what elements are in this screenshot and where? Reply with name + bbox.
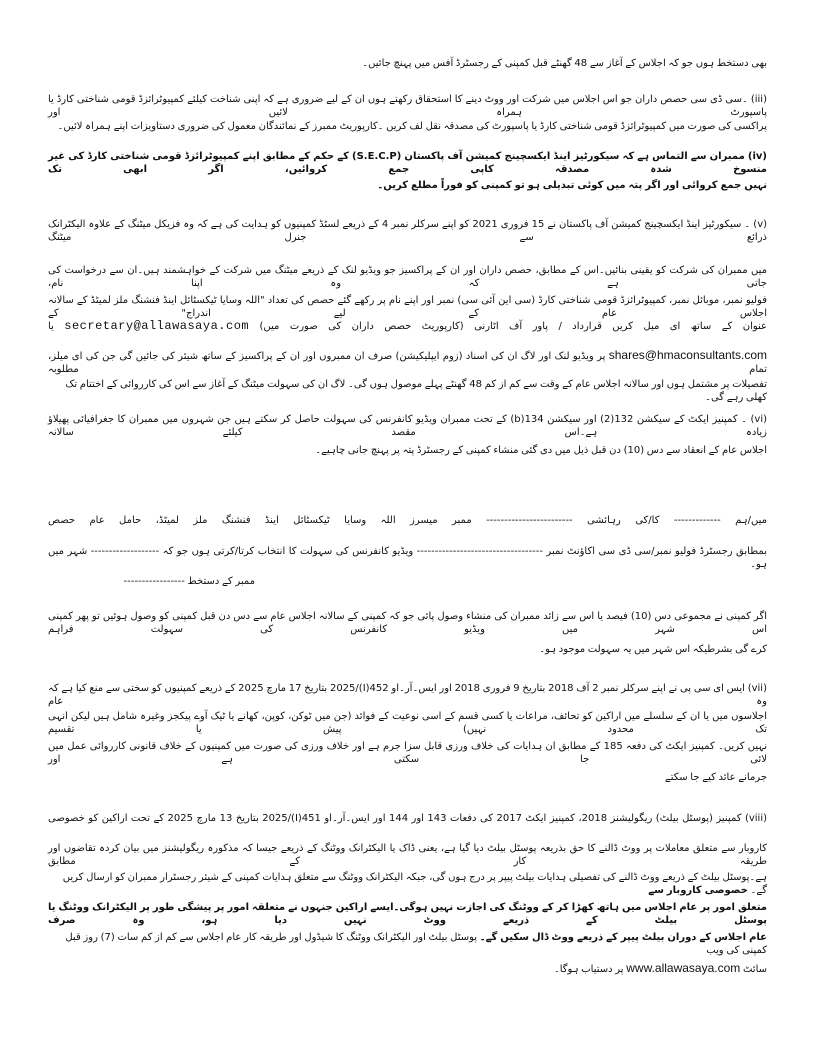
para-viii-line-5 <box>48 931 767 957</box>
para-vc-line-2: کرے گی بشرطیکہ اس شہر میں یہ سہولت موجود ہو۔ <box>539 644 767 655</box>
para-v-text: عنوان کے ساتھ ای میل کریں قرارداد / پاور آف اٹارنی (کارپوریٹ حصص داران کی صورت میں) <box>259 321 767 332</box>
website-text: پر دستیاب ہوگا۔ <box>553 964 624 975</box>
website-label: سائٹ <box>742 964 767 975</box>
para-vii-line-1: (vii) ایس ای سی پی نے اپنے سرکلر نمبر 2 آف 2018 بتاریخ 9 فروری 2018 اور ایس۔آر۔او 452(I)/2025 بتاریخ 17 مارچ 2025 کے ذریعے کمپنیوں کو سختی سے منع کیا ہے کہ وہ عام <box>48 683 767 707</box>
para-viii-line-4: متعلق امور پر عام اجلاس میں ہاتھ کھڑا کر کے ووٹنگ کی اجازت نہیں ہوگی۔ایسے اراکین جنہوں نے متعلقہ امور پر پیشگی طور پر الیکٹرانک ووٹنگ یا پوسٹل بیلٹ کے ذریعے ووٹ نہیں دیا ہو، وہ صرف <box>48 902 767 926</box>
secretary-email-link[interactable]: secretary@allawasaya.com <box>64 319 250 333</box>
para-vii-line-3: نہیں کریں۔ کمپنیز ایکٹ کی دفعہ 185 کے مطابق ان ہدایات کی خلاف ورزی قابل سزا جرم ہے اور خلاف ورزی کی صورت میں کمپنیوں کے خلاف قانونی کارروائی عمل میں لائی جا سکتی ہے اور <box>48 741 768 765</box>
para-viii-bold-text: خصوصی کاروبار سے <box>648 885 748 896</box>
para-iii-line-1: (iii) ۔سی ڈی سی حصص داران جو اس اجلاس میں شرکت اور ووٹ دینے کا استحقاق رکھتے ہوں ان کے لیے ضروری ہے کہ اپنی شناخت کیلئے کمپیوٹرائزڈ قومی شناختی کارڈ یا پاسپورٹ ہمراہ لائیں اور <box>48 94 767 118</box>
form-line-1: میں/ہم ------------- کا/کی رہائشی ------------------------ ممبر میسرز اللہ وسایا ٹیکسٹائل اینڈ فنشنگ ملز لمیٹڈ، حامل عام حصص <box>48 515 767 526</box>
para-continuation: بھی دستخط ہوں جو کہ اجلاس کے آغاز سے 48 گھنٹے قبل کمپنی کے رجسٹرڈ آفس میں پہنچ جائیں۔ <box>362 58 767 69</box>
para-v-line-5 <box>48 349 767 376</box>
or-text: یا <box>48 321 54 332</box>
para-vi-line-1: (vi) ۔ کمپنیز ایکٹ کے سیکشن 132(2) اور سیکشن 134(b) کے تحت ممبران ویڈیو کانفرنس کی سہولت حاصل کر سکتے ہیں جن شہروں میں ممبران کا جغرافیائی پھیلاؤ زیادہ ہے۔اس مقصد کیلئے سالانہ <box>48 414 768 438</box>
para-v-line-6: تفصیلات پر مشتمل ہوں اور سالانہ اجلاس عام کے وقت سے کم از کم 48 گھنٹے پہلے موصول ہوں گی۔ لاگ ان کی سہولت میٹنگ کے آغاز سے اس کی کارروائی کے اختتام تک کھلی رہے گی۔ <box>65 379 767 403</box>
para-viii-line-2: کاروبار سے متعلق معاملات پر ووٹ ڈالنے کا حق بذریعہ پوسٹل بیلٹ دیا گیا ہے، یعنی ڈاک یا الیکٹرانک ووٹنگ کے ذریعے جیسا کہ مذکورہ ریگولیشنز میں بیان کردہ تقاضوں اور طریقہ کار کے مطابق <box>48 843 767 867</box>
para-iv-line-1: (iv) ممبران سے التماس ہے کہ سیکورٹیز اینڈ ایکسچینج کمیشن آف پاکستان (S.E.C.P) کے حکم کے مطابق اپنے کمپیوٹرائزڈ قومی شناختی کارڈ کی غیر منسوخ شدہ مصدقہ کاپی جمع کروائیں، اگر ابھی تک <box>48 151 767 175</box>
shares-email-link[interactable]: shares@hmaconsultants.com <box>608 348 767 362</box>
para-v-line-2: میں ممبران کی شرکت کو یقینی بنائیں۔اس کے مطابق، حصص داران اور ان کے پراکسیز جو ویڈیو لنک کے ذریعے میٹنگ میں شرکت کے خواہشمند ہیں۔ان سے درخواست کی جاتی ہے کہ وہ اپنا نام، <box>48 265 767 289</box>
para-vii-line-2: اجلاسوں میں یا ان کے سلسلے میں اراکین کو تحائف، مراعات یا کسی قسم کے اسی نوعیت کے فوائد (جن میں ٹوکن، کوپن، کھانے یا ٹیک آوے پیکجز وغیرہ شامل ہیں لیکن انہی تک محدود نہیں) پیش یا تقسیم <box>48 711 767 735</box>
para-vii-line-4: جرمانے عائد کیے جا سکتے <box>664 772 767 783</box>
para-iii-line-2: پراکسی کی صورت میں کمپیوٹرائزڈ قومی شناختی کارڈ یا پاسپورٹ کی مصدقہ نقل لف کریں ۔کارپوریٹ ممبرز کے نمائندگان معمول کی ضروری دستاویزات اپنے ہمراہ لائیں۔ <box>57 121 767 132</box>
para-viii-line-1: (viii) کمپنیز (پوسٹل بیلٹ) ریگولیشنز 2018، کمپنیز ایکٹ 2017 کی دفعات 143 اور 144 اور ایس۔آر۔او 451(I)/2025 بتاریخ 13 مارچ 2025 کے تحت اراکین کو خصوصی <box>48 813 768 824</box>
para-viii-line-6 <box>48 962 767 976</box>
para-v-line-3: فولیو نمبر، موبائل نمبر، کمپیوٹرائزڈ قومی شناختی کارڈ (سی این آئی سی) نمبر اور اپنے نام پر رکھے گئے حصص کی تعداد "اللہ وسایا ٹیکسٹائل اینڈ فنشنگ ملز لمیٹڈ کے سالانہ اجلاس عام کے لیے اندراج" کے <box>48 295 767 319</box>
para-viii-bold-text: عام اجلاس کے دوران بیلٹ پیپر کے ذریعے ووٹ ڈال سکیں گے۔ <box>479 932 767 943</box>
website-link[interactable]: www.allawasaya.com <box>626 961 741 975</box>
para-viii-text: پوسٹل بیلٹ اور الیکٹرانک ووٹنگ کا شیڈول اور طریقہ کار عام اجلاس سے کم از کم سات (7) روز قبل کمپنی کی ویب <box>65 932 767 956</box>
para-vc-line-1: اگر کمپنی نے مجموعی دس (10) فیصد یا اس سے زائد ممبران کی منشاء وصول پائی جو کہ کمپنی کے سالانہ اجلاس عام سے دس دن قبل کمپنی کو وصول ہوئیں تو پھر کمپنی اس شہر میں ویڈیو کانفرنس کی سہولت فراہم <box>48 611 767 635</box>
para-vi-line-2: اجلاس عام کے انعقاد سے دس (10) دن قبل ذیل میں دی گئی منشاء کمپنی کے رجسٹرڈ پتہ پر پہنچ جانی چاہیے۔ <box>315 445 767 456</box>
member-signature-line: ممبر کے دستخط ----------------- <box>123 576 255 587</box>
para-v-line-4 <box>48 320 767 333</box>
para-v-text: پر ویڈیو لنک اور لاگ ان کی اسناد (زوم ایپلیکیشن) صرف ان ممبروں اور ان کے پراکسیز کے ساتھ شیئر کی جائیں گی جن کی ای میلز، تمام مطلوبہ <box>48 351 767 375</box>
para-viii-text: ہے۔پوسٹل بیلٹ کے ذریعے ووٹ ڈالنے کی تفصیلی ہدایات بیلٹ پیپر پر درج ہوں گی، جبکہ الیکٹرانک ووٹنگ سے متعلق ہدایات کمپنی کے شیئر رجسٹرار ممبران کو ارسال کریں گے۔ <box>62 872 767 896</box>
para-v-line-1: (v) ۔ سیکورٹیز اینڈ ایکسچینج کمیشن آف پاکستان نے 15 فروری 2021 کو اپنے سرکلر نمبر 4 کے ذریعے لسٹڈ کمپنیوں کو ہدایت کی ہے کہ وہ فزیکل میٹنگ کے علاوہ الیکٹرانک ذرائع سے جنرل میٹنگ <box>48 219 768 243</box>
para-iv-line-2: نہیں جمع کروائی اور اگر پتہ میں کوئی تبدیلی ہو تو کمپنی کو فوراً مطلع کریں۔ <box>377 180 767 191</box>
form-line-2: بمطابق رجسٹرڈ فولیو نمبر/سی ڈی سی اکاؤنٹ نمبر ----------------------------------- ویڈیو کانفرنس کی سہولت کا انتخاب کرتا/کرتی ہوں جو کہ ------------------- شہر میں ہو۔ <box>48 546 767 570</box>
para-viii-line-3 <box>48 871 767 897</box>
